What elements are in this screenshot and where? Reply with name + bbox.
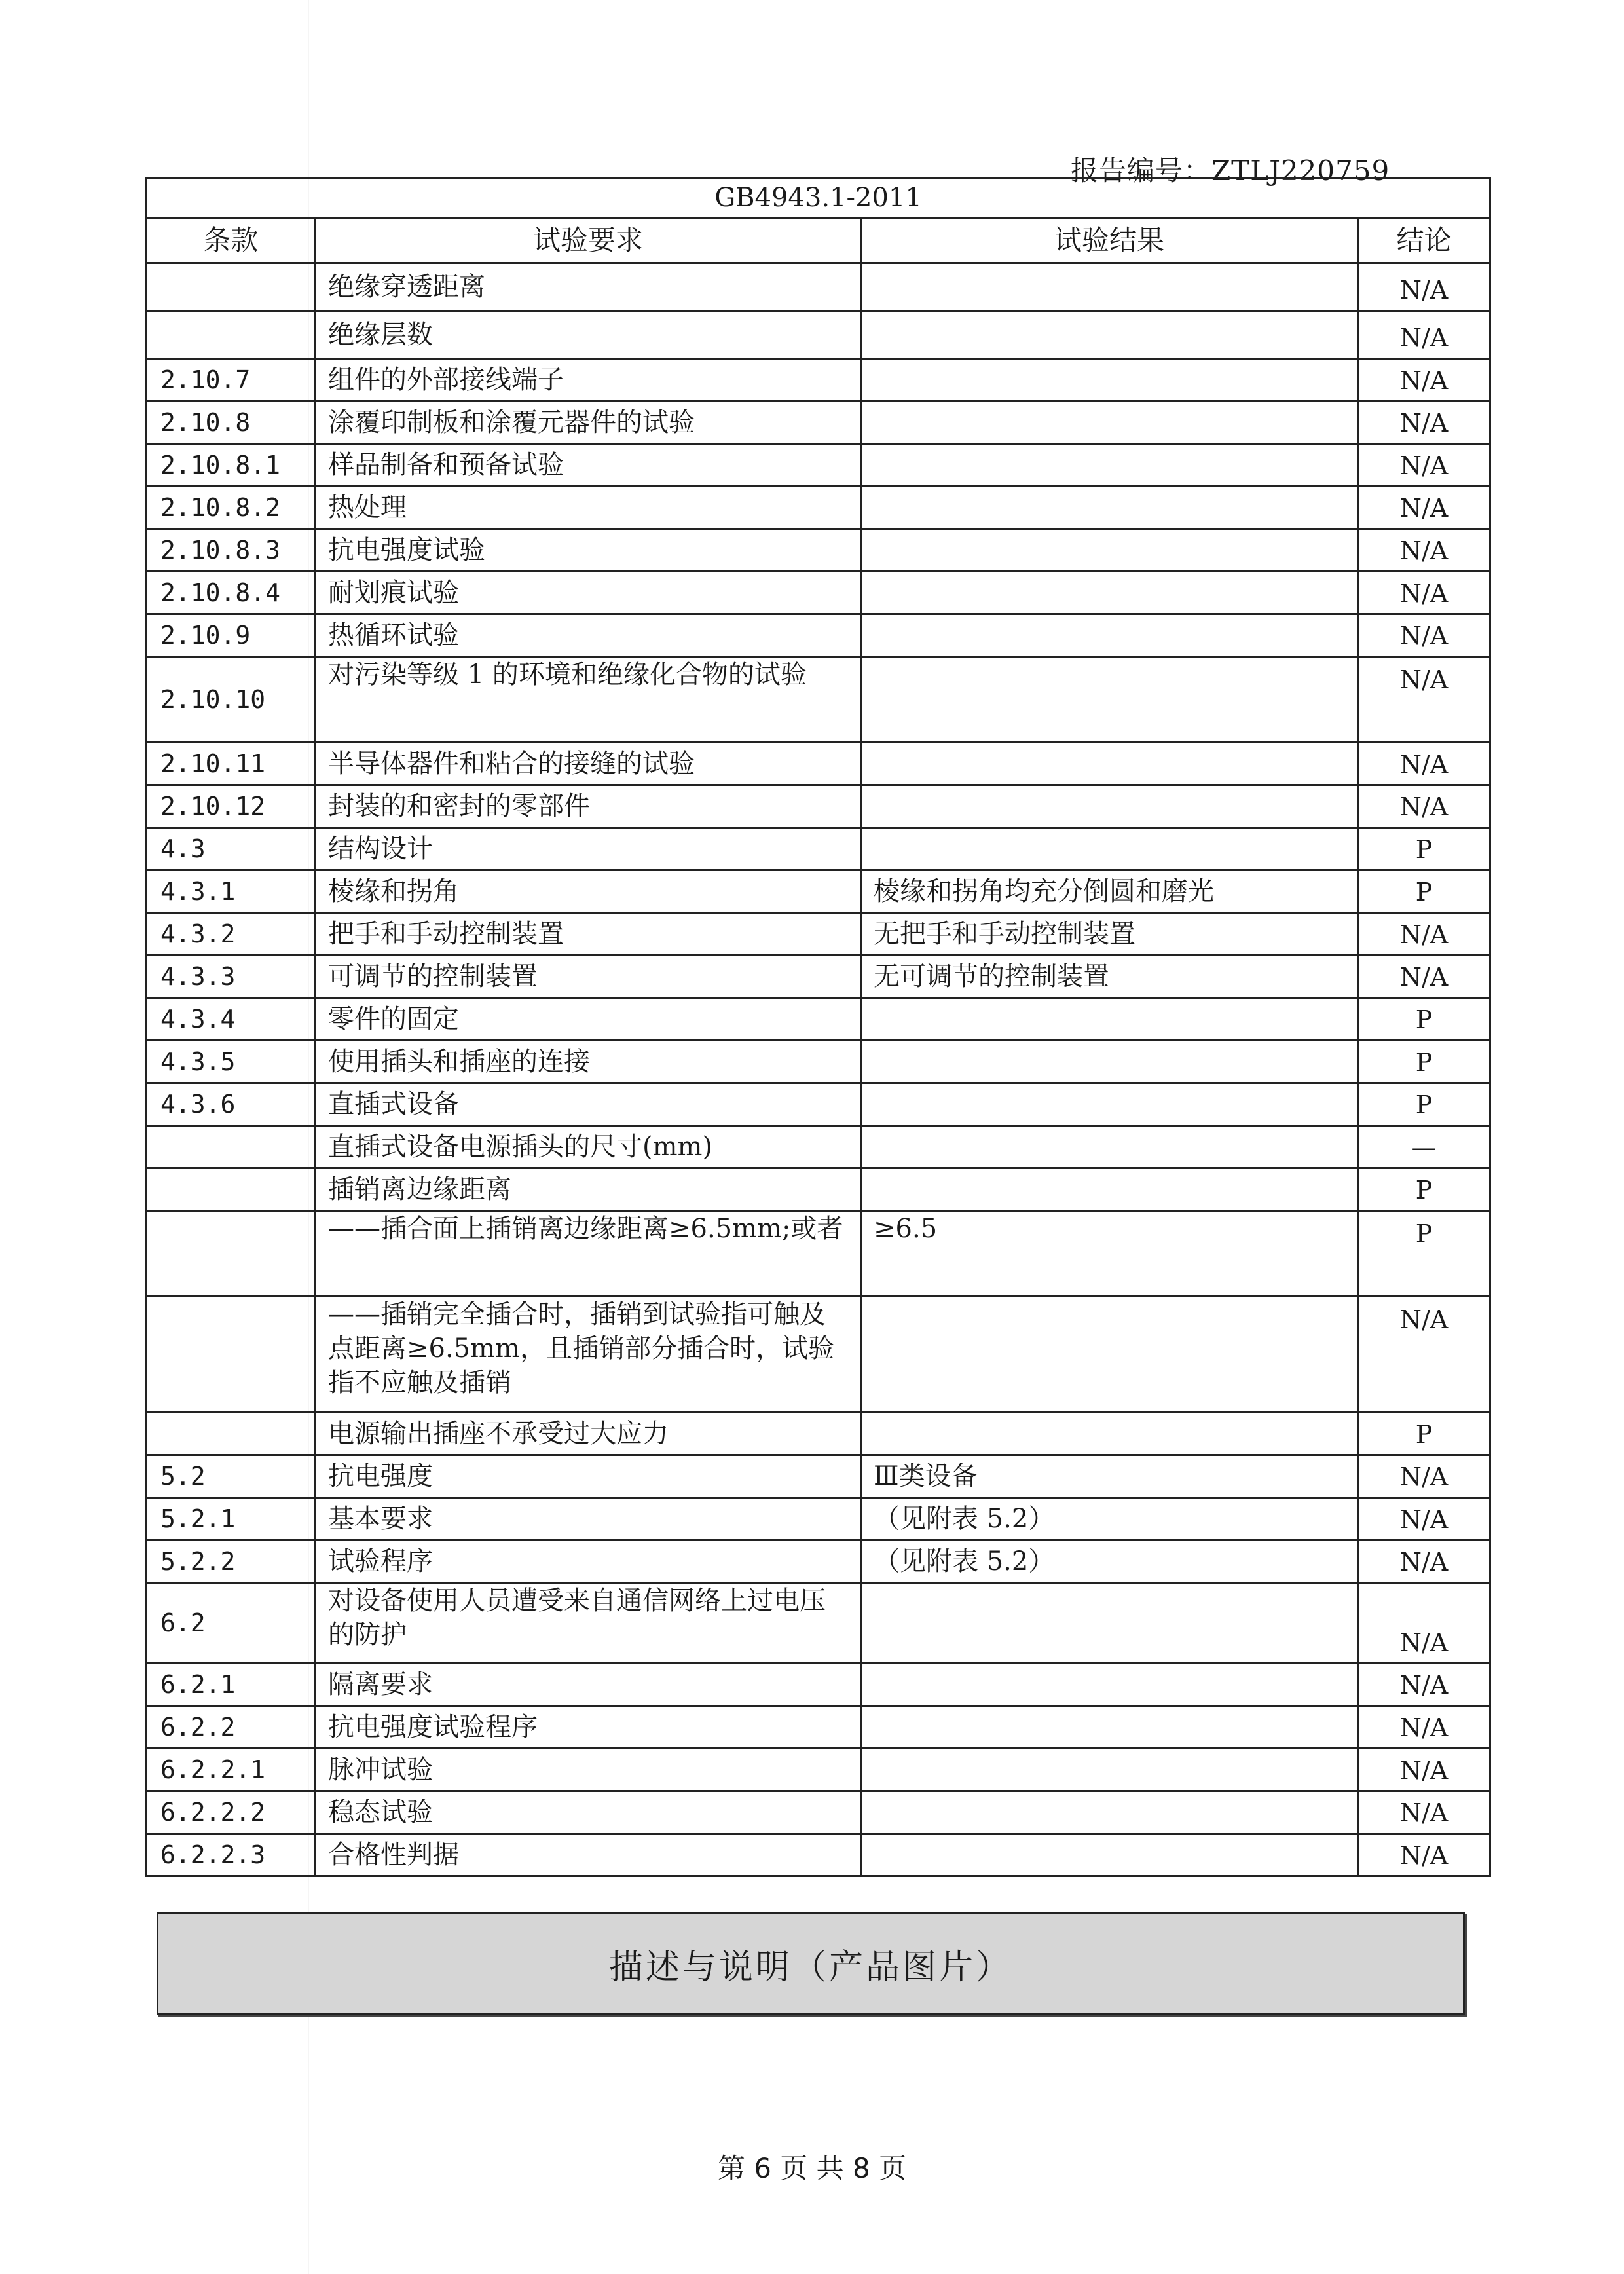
- requirement-cell: 封装的和密封的零部件: [316, 785, 861, 828]
- col-header-verdict: 结论: [1358, 218, 1490, 263]
- result-cell: Ⅲ类设备: [861, 1455, 1358, 1498]
- verdict-cell: N/A: [1358, 1455, 1490, 1498]
- result-cell: [861, 998, 1358, 1041]
- requirement-cell: 抗电强度: [316, 1455, 861, 1498]
- col-header-result: 试验结果: [861, 218, 1358, 263]
- clause-cell: 2.10.8: [147, 401, 316, 444]
- verdict-cell: N/A: [1358, 614, 1490, 657]
- table-row: [147, 311, 1490, 359]
- result-cell: （见附表 5.2）: [861, 1498, 1358, 1540]
- clause-cell: 6.2.2: [147, 1706, 316, 1749]
- clause-cell: 6.2.2.1: [147, 1749, 316, 1791]
- verdict-cell: N/A: [1358, 1540, 1490, 1583]
- verdict-cell: N/A: [1358, 359, 1490, 401]
- verdict-cell: N/A: [1358, 1664, 1490, 1706]
- verdict-cell: N/A: [1358, 401, 1490, 444]
- verdict-cell: N/A: [1358, 1297, 1490, 1413]
- table-row: [147, 359, 1490, 401]
- result-cell: [861, 444, 1358, 487]
- clause-cell: 4.3.1: [147, 870, 316, 913]
- result-cell: ≥6.5: [861, 1211, 1358, 1297]
- result-cell: [861, 1664, 1358, 1706]
- result-cell: [861, 529, 1358, 572]
- table-row: [147, 1297, 1490, 1413]
- clause-cell: 4.3: [147, 828, 316, 870]
- table-row: [147, 657, 1490, 743]
- requirement-cell: 样品制备和预备试验: [316, 444, 861, 487]
- table-row: [147, 1791, 1490, 1834]
- table-row: [147, 1413, 1490, 1455]
- table-row: [147, 1041, 1490, 1083]
- result-cell: [861, 614, 1358, 657]
- clause-cell: 6.2: [147, 1583, 316, 1664]
- requirement-cell: 合格性判据: [316, 1834, 861, 1876]
- table-row: [147, 1834, 1490, 1876]
- result-cell: [861, 1413, 1358, 1455]
- table-row: [147, 743, 1490, 785]
- clause-cell: 4.3.4: [147, 998, 316, 1041]
- result-cell: [861, 487, 1358, 529]
- page-footer: 第 6 页 共 8 页: [717, 2152, 907, 2184]
- table-row: [147, 913, 1490, 956]
- clause-cell: 4.3.2: [147, 913, 316, 956]
- requirement-cell: 抗电强度试验程序: [316, 1706, 861, 1749]
- clause-cell: 2.10.10: [147, 657, 316, 743]
- verdict-cell: P: [1358, 1041, 1490, 1083]
- table-row: [147, 614, 1490, 657]
- table-row: [147, 956, 1490, 998]
- col-header-requirement: 试验要求: [316, 218, 861, 263]
- requirement-cell: 热循环试验: [316, 614, 861, 657]
- standard-title: GB4943.1-2011: [147, 178, 1490, 218]
- result-cell: [861, 1126, 1358, 1168]
- result-cell: 无把手和手动控制装置: [861, 913, 1358, 956]
- requirement-cell: 绝缘穿透距离: [316, 263, 861, 311]
- clause-cell: 2.10.8.3: [147, 529, 316, 572]
- verdict-cell: P: [1358, 828, 1490, 870]
- requirement-cell: 脉冲试验: [316, 1749, 861, 1791]
- requirement-cell: 抗电强度试验: [316, 529, 861, 572]
- verdict-cell: N/A: [1358, 1498, 1490, 1540]
- requirement-cell: 结构设计: [316, 828, 861, 870]
- clause-cell: [147, 1126, 316, 1168]
- table-row: [147, 529, 1490, 572]
- table-row: [147, 1540, 1490, 1583]
- verdict-cell: N/A: [1358, 657, 1490, 743]
- col-header-clause: 条款: [147, 218, 316, 263]
- table-row: [147, 1211, 1490, 1297]
- table-row: [147, 1706, 1490, 1749]
- requirement-cell: 绝缘层数: [316, 311, 861, 359]
- result-cell: [861, 1168, 1358, 1211]
- verdict-cell: N/A: [1358, 956, 1490, 998]
- clause-cell: 4.3.5: [147, 1041, 316, 1083]
- clause-cell: 2.10.12: [147, 785, 316, 828]
- verdict-cell: N/A: [1358, 529, 1490, 572]
- result-cell: （见附表 5.2）: [861, 1540, 1358, 1583]
- requirement-cell: 试验程序: [316, 1540, 861, 1583]
- requirement-cell: ——插销完全插合时，插销到试验指可触及点距离≥6.5mm，且插销部分插合时，试验指不应触及插销: [316, 1297, 861, 1413]
- clause-cell: 2.10.8.1: [147, 444, 316, 487]
- result-cell: [861, 743, 1358, 785]
- description-section-header: [157, 1912, 1465, 2015]
- table-row: [147, 1583, 1490, 1664]
- clause-cell: 5.2.2: [147, 1540, 316, 1583]
- clause-cell: 2.10.8.4: [147, 572, 316, 614]
- clause-cell: 5.2.1: [147, 1498, 316, 1540]
- result-cell: [861, 1706, 1358, 1749]
- verdict-cell: N/A: [1358, 444, 1490, 487]
- requirement-cell: 插销离边缘距离: [316, 1168, 861, 1211]
- result-cell: [861, 359, 1358, 401]
- verdict-cell: N/A: [1358, 1749, 1490, 1791]
- verdict-cell: P: [1358, 870, 1490, 913]
- clause-cell: [147, 1297, 316, 1413]
- verdict-cell: N/A: [1358, 913, 1490, 956]
- verdict-cell: N/A: [1358, 785, 1490, 828]
- requirement-cell: 耐划痕试验: [316, 572, 861, 614]
- verdict-cell: N/A: [1358, 1834, 1490, 1876]
- clause-cell: 2.10.7: [147, 359, 316, 401]
- table-row: [147, 487, 1490, 529]
- table-row: [147, 1498, 1490, 1540]
- clause-cell: 2.10.8.2: [147, 487, 316, 529]
- table-row: [147, 1083, 1490, 1126]
- verdict-cell: N/A: [1358, 743, 1490, 785]
- result-cell: [861, 263, 1358, 311]
- requirement-cell: 隔离要求: [316, 1664, 861, 1706]
- header-row: [147, 218, 1490, 263]
- table-row: [147, 828, 1490, 870]
- verdict-cell: N/A: [1358, 487, 1490, 529]
- test-results-table: [145, 177, 1491, 1877]
- table-row: [147, 998, 1490, 1041]
- requirement-cell: 半导体器件和粘合的接缝的试验: [316, 743, 861, 785]
- requirement-cell: 零件的固定: [316, 998, 861, 1041]
- table-row: [147, 1126, 1490, 1168]
- description-title: 描述与说明（产品图片）: [608, 1947, 1012, 1987]
- table-row: [147, 870, 1490, 913]
- clause-cell: [147, 263, 316, 311]
- result-cell: 棱缘和拐角均充分倒圆和磨光: [861, 870, 1358, 913]
- result-cell: [861, 1583, 1358, 1664]
- result-cell: [861, 401, 1358, 444]
- clause-cell: 4.3.3: [147, 956, 316, 998]
- clause-cell: 5.2: [147, 1455, 316, 1498]
- result-cell: [861, 1297, 1358, 1413]
- verdict-cell: N/A: [1358, 572, 1490, 614]
- requirement-cell: 直插式设备电源插头的尺寸(mm): [316, 1126, 861, 1168]
- table-row: [147, 444, 1490, 487]
- requirement-cell: 把手和手动控制装置: [316, 913, 861, 956]
- requirement-cell: 涂覆印制板和涂覆元器件的试验: [316, 401, 861, 444]
- table-row: [147, 785, 1490, 828]
- requirement-cell: 直插式设备: [316, 1083, 861, 1126]
- clause-cell: 2.10.9: [147, 614, 316, 657]
- clause-cell: 6.2.2.3: [147, 1834, 316, 1876]
- standard-row: [147, 178, 1490, 218]
- requirement-cell: 可调节的控制装置: [316, 956, 861, 998]
- table-row: [147, 572, 1490, 614]
- red-stamp-partial: [1581, 903, 1624, 1142]
- verdict-cell: P: [1358, 1168, 1490, 1211]
- verdict-cell: N/A: [1358, 263, 1490, 311]
- result-cell: [861, 1834, 1358, 1876]
- verdict-cell: N/A: [1358, 1791, 1490, 1834]
- table-row: [147, 1664, 1490, 1706]
- clause-cell: 4.3.6: [147, 1083, 316, 1126]
- verdict-cell: —: [1358, 1126, 1490, 1168]
- result-cell: [861, 785, 1358, 828]
- verdict-cell: P: [1358, 998, 1490, 1041]
- verdict-cell: N/A: [1358, 1706, 1490, 1749]
- requirement-cell: 电源输出插座不承受过大应力: [316, 1413, 861, 1455]
- verdict-cell: P: [1358, 1083, 1490, 1126]
- clause-cell: 6.2.1: [147, 1664, 316, 1706]
- verdict-cell: N/A: [1358, 1583, 1490, 1664]
- requirement-cell: 基本要求: [316, 1498, 861, 1540]
- result-cell: [861, 828, 1358, 870]
- clause-cell: [147, 1211, 316, 1297]
- result-cell: [861, 1791, 1358, 1834]
- requirement-cell: 使用插头和插座的连接: [316, 1041, 861, 1083]
- verdict-cell: N/A: [1358, 311, 1490, 359]
- result-cell: [861, 572, 1358, 614]
- clause-cell: 6.2.2.2: [147, 1791, 316, 1834]
- clause-cell: 2.10.11: [147, 743, 316, 785]
- requirement-cell: 棱缘和拐角: [316, 870, 861, 913]
- result-cell: [861, 1083, 1358, 1126]
- verdict-cell: P: [1358, 1211, 1490, 1297]
- result-cell: [861, 1041, 1358, 1083]
- requirement-cell: ——插合面上插销离边缘距离≥6.5mm;或者: [316, 1211, 861, 1297]
- requirement-cell: 对设备使用人员遭受来自通信网络上过电压的防护: [316, 1583, 861, 1664]
- table-row: [147, 1749, 1490, 1791]
- requirement-cell: 对污染等级 1 的环境和绝缘化合物的试验: [316, 657, 861, 743]
- table-row: [147, 1455, 1490, 1498]
- result-cell: [861, 311, 1358, 359]
- clause-cell: [147, 1413, 316, 1455]
- table-row: [147, 401, 1490, 444]
- requirement-cell: 组件的外部接线端子: [316, 359, 861, 401]
- verdict-cell: P: [1358, 1413, 1490, 1455]
- clause-cell: [147, 311, 316, 359]
- requirement-cell: 稳态试验: [316, 1791, 861, 1834]
- table-row: [147, 263, 1490, 311]
- requirement-cell: 热处理: [316, 487, 861, 529]
- result-cell: [861, 1749, 1358, 1791]
- report-number: 报告编号：ZTLJ220759: [1071, 155, 1390, 187]
- result-cell: [861, 657, 1358, 743]
- clause-cell: [147, 1168, 316, 1211]
- result-cell: 无可调节的控制装置: [861, 956, 1358, 998]
- table-row: [147, 1168, 1490, 1211]
